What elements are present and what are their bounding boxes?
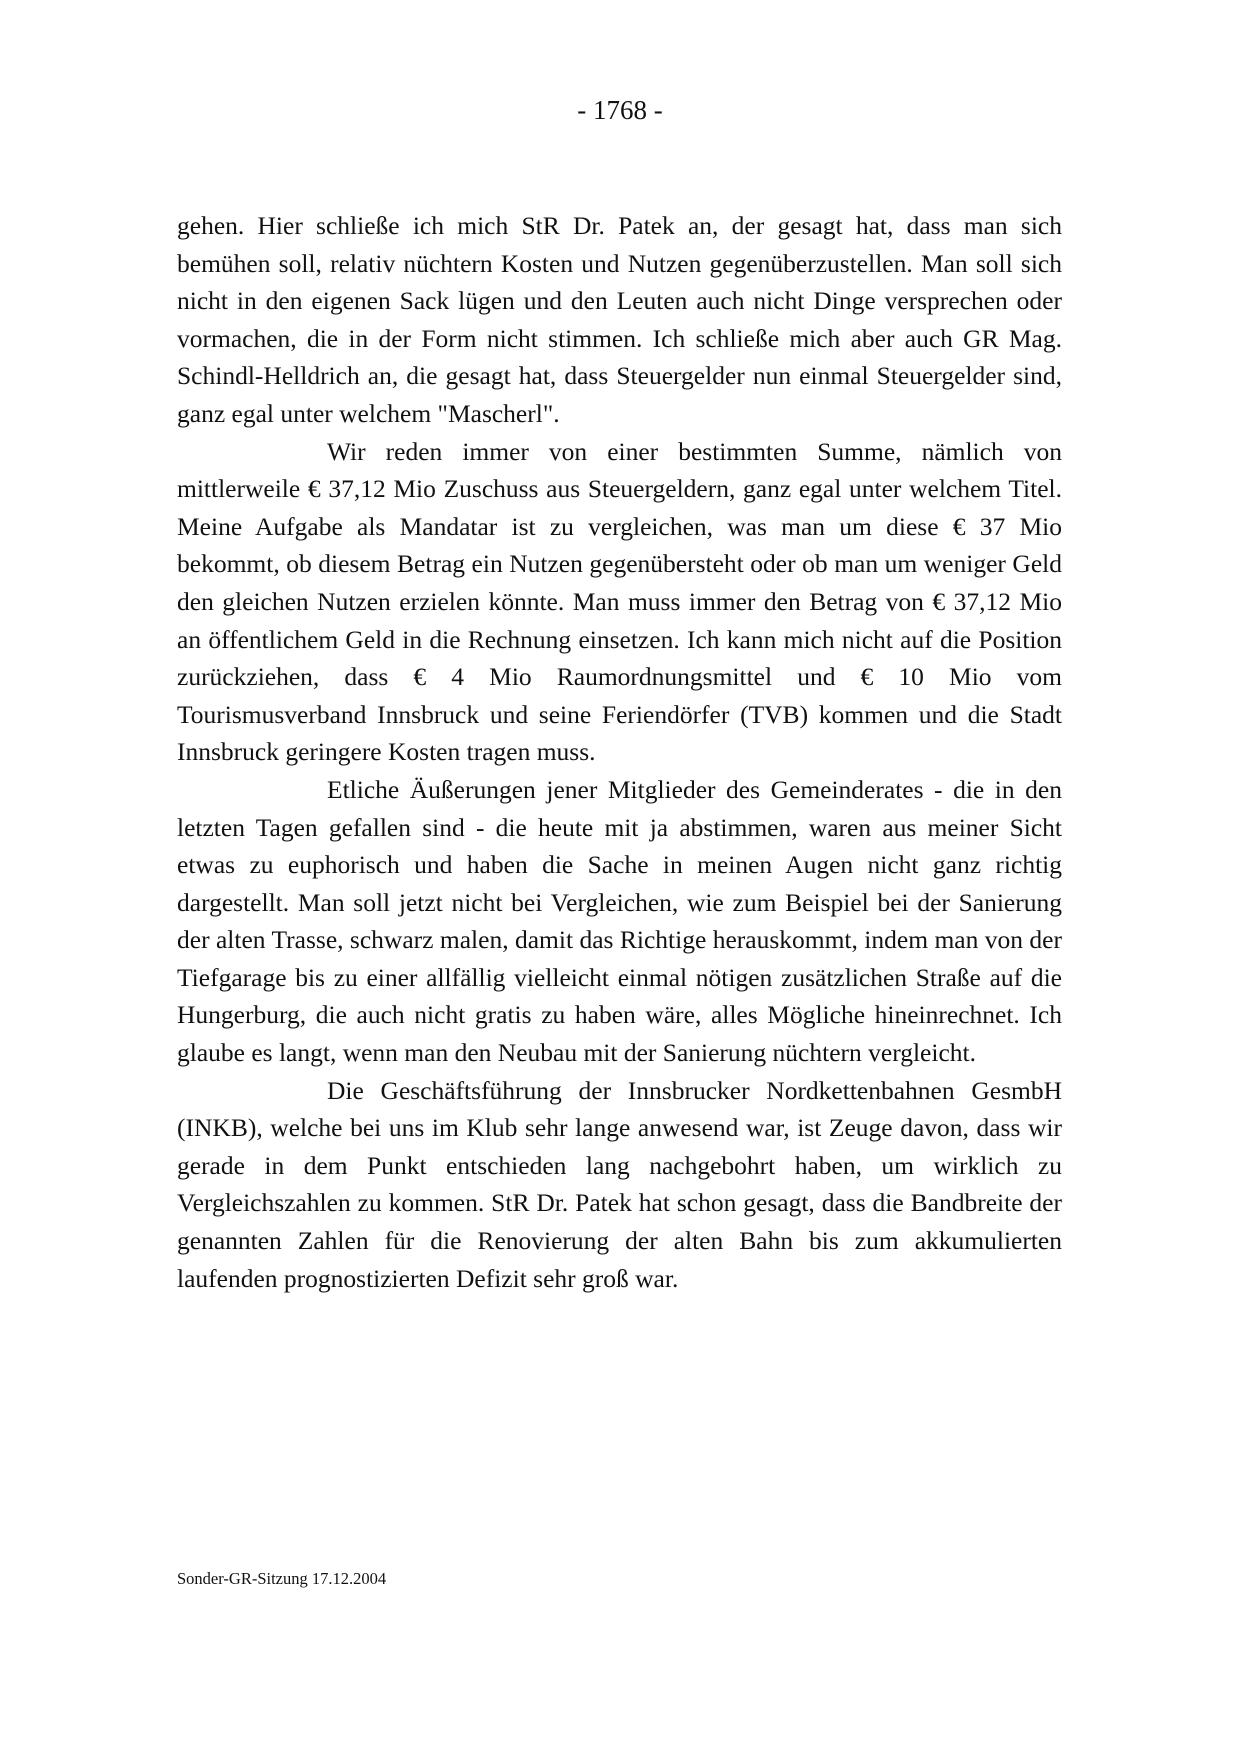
paragraph-3: Etliche Äußerungen jener Mitglieder des Gemeinderates - die in den letzten Tagen gefallen sind - die heute mit ja abstimmen, waren aus meiner Sicht etwas zu euphorisch und haben die Sache in meinen Augen nicht ganz richtig dargestellt. Man soll jetzt nicht bei Vergleichen, wie zum Beispiel bei der Sanierung der alten Trasse, schwarz malen, damit das Richtige herauskommt, indem man von der Tiefgarage bis zu einer allfällig vielleicht einmal nötigen zusätzlichen Straße auf die Hungerburg, die auch nicht gratis zu haben wäre, alles Mögliche hineinrechnet. Ich glaube es langt, wenn man den Neubau mit der Sanierung nüchtern vergleicht. bbox=[177, 774, 1062, 1068]
paragraph-4: Die Geschäftsführung der Innsbrucker Nordkettenbahnen GesmbH (INKB), welche bei uns im Klub sehr lange anwesend war, ist Zeuge davon, dass wir gerade in dem Punkt entschieden lang nachgebohrt haben, um wirklich zu Vergleichszahlen zu kommen. StR Dr. Patek hat schon gesagt, dass die Bandbreite der genannten Zahlen für die Renovierung der alten Bahn bis zum akkumulierten laufenden prognostizierten Defizit sehr groß war. bbox=[177, 1075, 1062, 1293]
page-footer: Sonder-GR-Sitzung 17.12.2004 bbox=[177, 1569, 387, 1588]
paragraph-1: gehen. Hier schließe ich mich StR Dr. Patek an, der gesagt hat, dass man sich bemühen soll, relativ nüchtern Kosten und Nutzen gegenüberzustellen. Man soll sich nicht in den eigenen Sack lügen und den Leuten auch nicht Dinge versprechen oder vormachen, die in der Form nicht stimmen. Ich schließe mich aber auch GR Mag. Schindl-Helldrich an, die gesagt hat, dass Steuergelder nun einmal Steuergelder sind, ganz egal unter welchem "Mascherl". bbox=[177, 211, 1062, 428]
paragraph-2: Wir reden immer von einer bestimmten Summe, nämlich von mittlerweile € 37,12 Mio Zuschuss aus Steuergeldern, ganz egal unter welchem Titel. Meine Aufgabe als Mandatar ist zu vergleichen, was man um diese € 37 Mio bekommt, ob diesem Betrag ein Nutzen gegenübersteht oder ob man um weniger Geld den gleichen Nutzen erzielen könnte. Man muss immer den Betrag von € 37,12 Mio an öffentlichem Geld in die Rechnung einsetzen. Ich kann mich nicht auf die Position zurückziehen, dass € 4 Mio Raumordnungsmittel und € 10 Mio vom Tourismusverband Innsbruck und seine Feriendörfer (TVB) kommen und die Stadt Innsbruck geringere Kosten tragen muss. bbox=[177, 436, 1062, 767]
document-body bbox=[177, 207, 1062, 1297]
page-number: - 1768 - bbox=[577, 95, 663, 125]
